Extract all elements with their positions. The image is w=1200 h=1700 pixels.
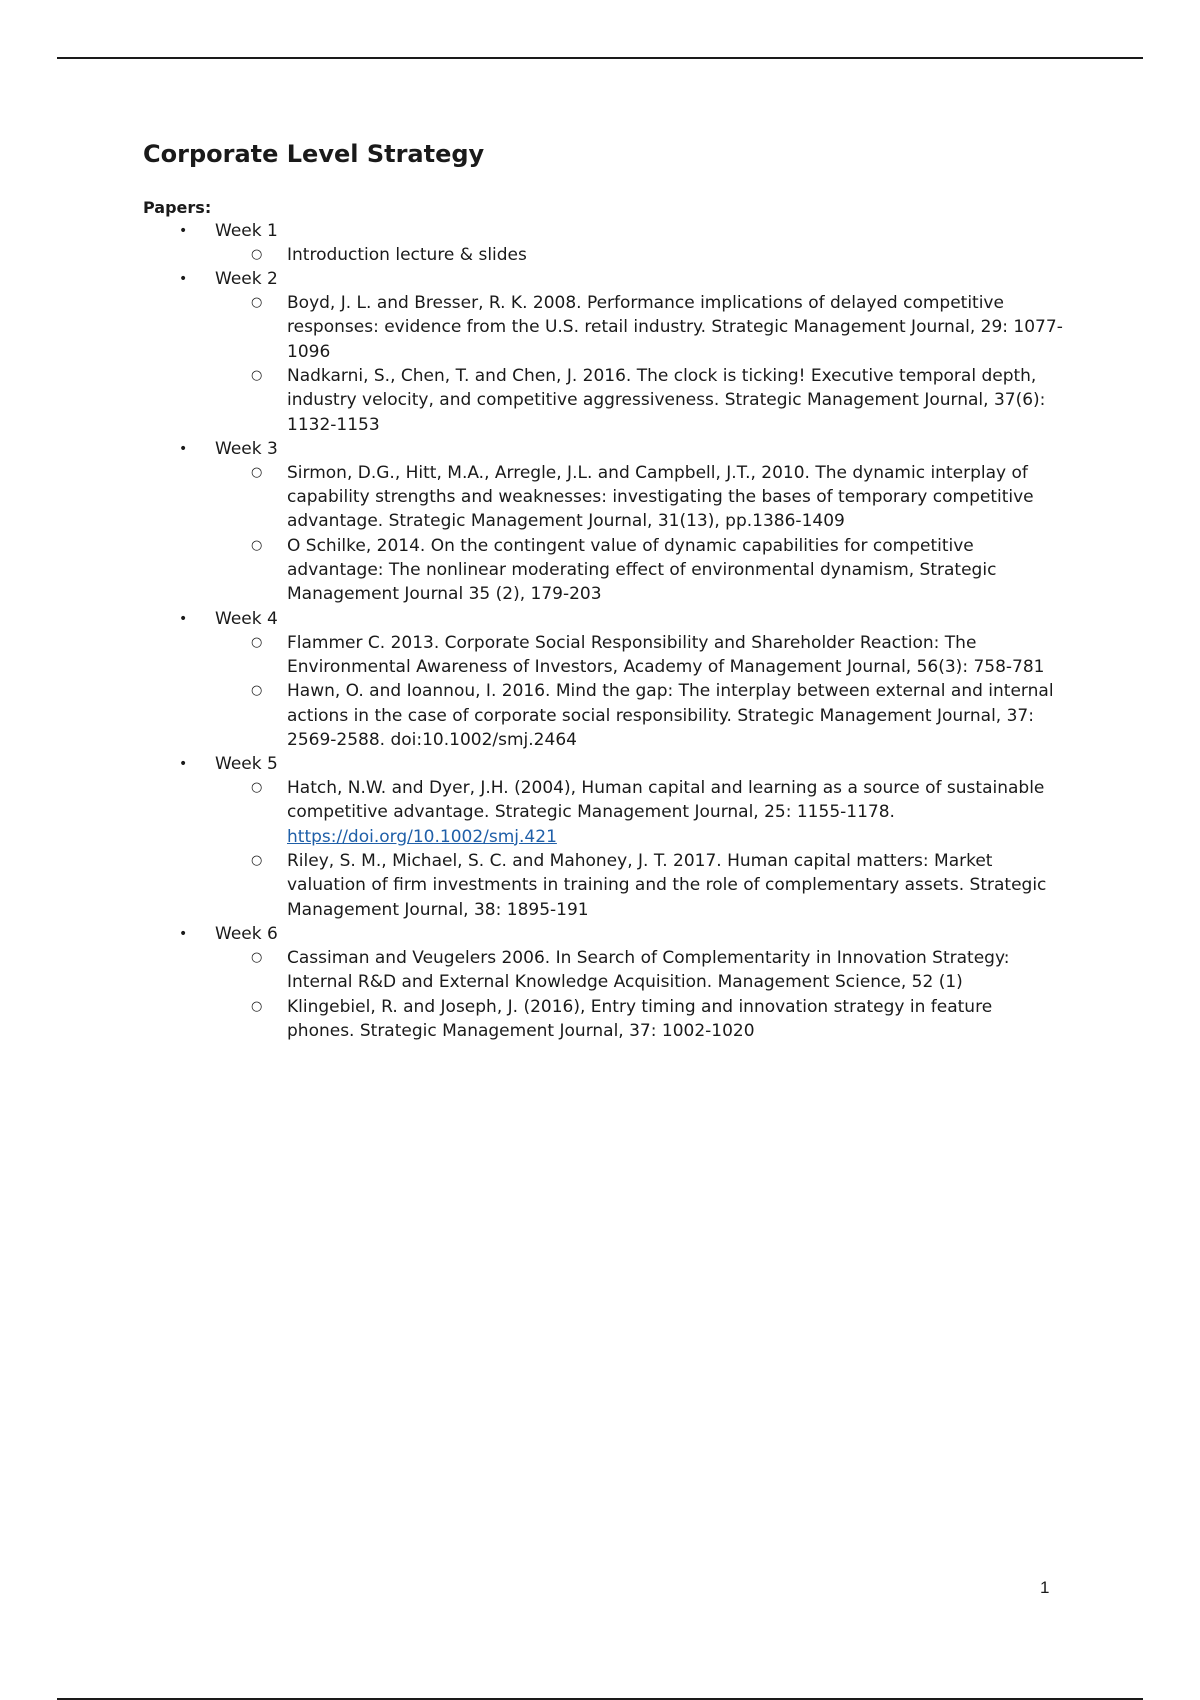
week-label: Week 2 (215, 269, 278, 290)
page-title: Corporate Level Strategy (143, 140, 485, 168)
paper-citation: Hatch, N.W. and Dyer, J.H. (2004), Human capital and learning as a source of sustainable competitive advantage. Strategic Management Journal, 25: 1155-1178. (287, 778, 1045, 823)
paper-item (215, 946, 1063, 995)
circle-bullet-icon: ○ (251, 634, 263, 650)
header-rule (57, 57, 1143, 59)
paper-citation: Riley, S. M., Michael, S. C. and Mahoney, J. T. 2017. Human capital matters: Market valuation of firm investments in training and the role of complementary assets. Strategic Management Journal, 38: 1895-191 (287, 851, 1047, 920)
paper-item (215, 995, 1063, 1044)
bullet-icon: • (179, 222, 188, 239)
paper-citation: Introduction lecture & slides (287, 244, 527, 265)
paper-item (215, 776, 1063, 849)
week-item (143, 752, 1063, 922)
circle-bullet-icon: ○ (251, 780, 263, 796)
paper-citation: Sirmon, D.G., Hitt, M.A., Arregle, J.L. and Campbell, J.T., 2010. The dynamic interplay of capability strengths and weaknesses: investigating the bases of temporary competitive advantage. Strategic Management Journal, 31(13), pp.1386-1409 (287, 462, 1034, 532)
paper-citation: Flammer C. 2013. Corporate Social Responsibility and Shareholder Reaction: The Environmental Awareness of Investors, Academy of Management Journal, 56(3): 758-781 (287, 632, 1045, 677)
circle-bullet-icon: ○ (251, 853, 263, 869)
week-label: Week 5 (215, 754, 278, 775)
paper-citation: Cassiman and Veugelers 2006. In Search of Complementarity in Innovation Strategy: Internal R&D and External Knowledge Acquisition. Management Science, 52 (1) (287, 947, 1010, 993)
paper-item (215, 243, 1063, 267)
week-item (143, 219, 1063, 267)
paper-item (215, 849, 1063, 922)
week-label: Week 3 (215, 438, 278, 459)
paper-list (215, 461, 1063, 607)
circle-bullet-icon: ○ (251, 949, 263, 965)
weeks-list (143, 219, 1063, 1043)
circle-bullet-icon: ○ (251, 683, 263, 699)
paper-list (215, 631, 1063, 752)
document-body (143, 140, 1063, 1043)
paper-citation: Klingebiel, R. and Joseph, J. (2016), Entry timing and innovation strategy in feature phones. Strategic Management Journal, 37: 1002-1020 (287, 996, 993, 1041)
page-number: 1 (1040, 1578, 1050, 1597)
paper-list (215, 291, 1063, 437)
bullet-icon: • (179, 271, 188, 288)
week-label: Week 1 (215, 220, 278, 241)
circle-bullet-icon: ○ (251, 464, 263, 480)
bullet-icon: • (179, 440, 188, 457)
paper-citation: Hawn, O. and Ioannou, I. 2016. Mind the gap: The interplay between external and internal actions in the case of corporate social responsibility. Strategic Management Journal, 37: 2569-2588. doi:10.1002/smj.2464 (287, 681, 1054, 750)
bullet-icon: • (179, 756, 188, 773)
bullet-icon: • (179, 925, 188, 942)
circle-bullet-icon: ○ (251, 998, 263, 1014)
paper-item (215, 679, 1063, 752)
papers-label: Papers: (143, 197, 212, 217)
bullet-icon: • (179, 610, 188, 627)
paper-item (215, 631, 1063, 680)
paper-list (215, 946, 1063, 1043)
paper-citation: Boyd, J. L. and Bresser, R. K. 2008. Performance implications of delayed competitive responses: evidence from the U.S. retail industry. Strategic Management Journal, 29: 1077-1096 (287, 293, 1063, 362)
paper-citation: Nadkarni, S., Chen, T. and Chen, J. 2016. The clock is ticking! Executive temporal depth, industry velocity, and competitive aggressiveness. Strategic Management Journal, 37(6): 1132-1153 (287, 365, 1046, 435)
paper-list (215, 776, 1063, 922)
paper-item (215, 364, 1063, 437)
week-label: Week 6 (215, 923, 278, 944)
circle-bullet-icon: ○ (251, 295, 263, 311)
circle-bullet-icon: ○ (251, 367, 263, 383)
circle-bullet-icon: ○ (251, 246, 263, 262)
paper-item (215, 534, 1063, 607)
circle-bullet-icon: ○ (251, 537, 263, 553)
week-item (143, 607, 1063, 752)
paper-list (215, 243, 1063, 267)
week-item (143, 922, 1063, 1043)
paper-item (215, 461, 1063, 534)
paper-item (215, 291, 1063, 364)
week-item (143, 437, 1063, 607)
paper-citation: O Schilke, 2014. On the contingent value of dynamic capabilities for competitive advantage: The nonlinear moderating effect of environmental dynamism, Strategic Management Journal 35 (2), 179-203 (287, 535, 997, 605)
week-label: Week 4 (215, 608, 278, 629)
week-item (143, 267, 1063, 437)
doi-link[interactable]: https://doi.org/10.1002/smj.421 (287, 826, 557, 847)
